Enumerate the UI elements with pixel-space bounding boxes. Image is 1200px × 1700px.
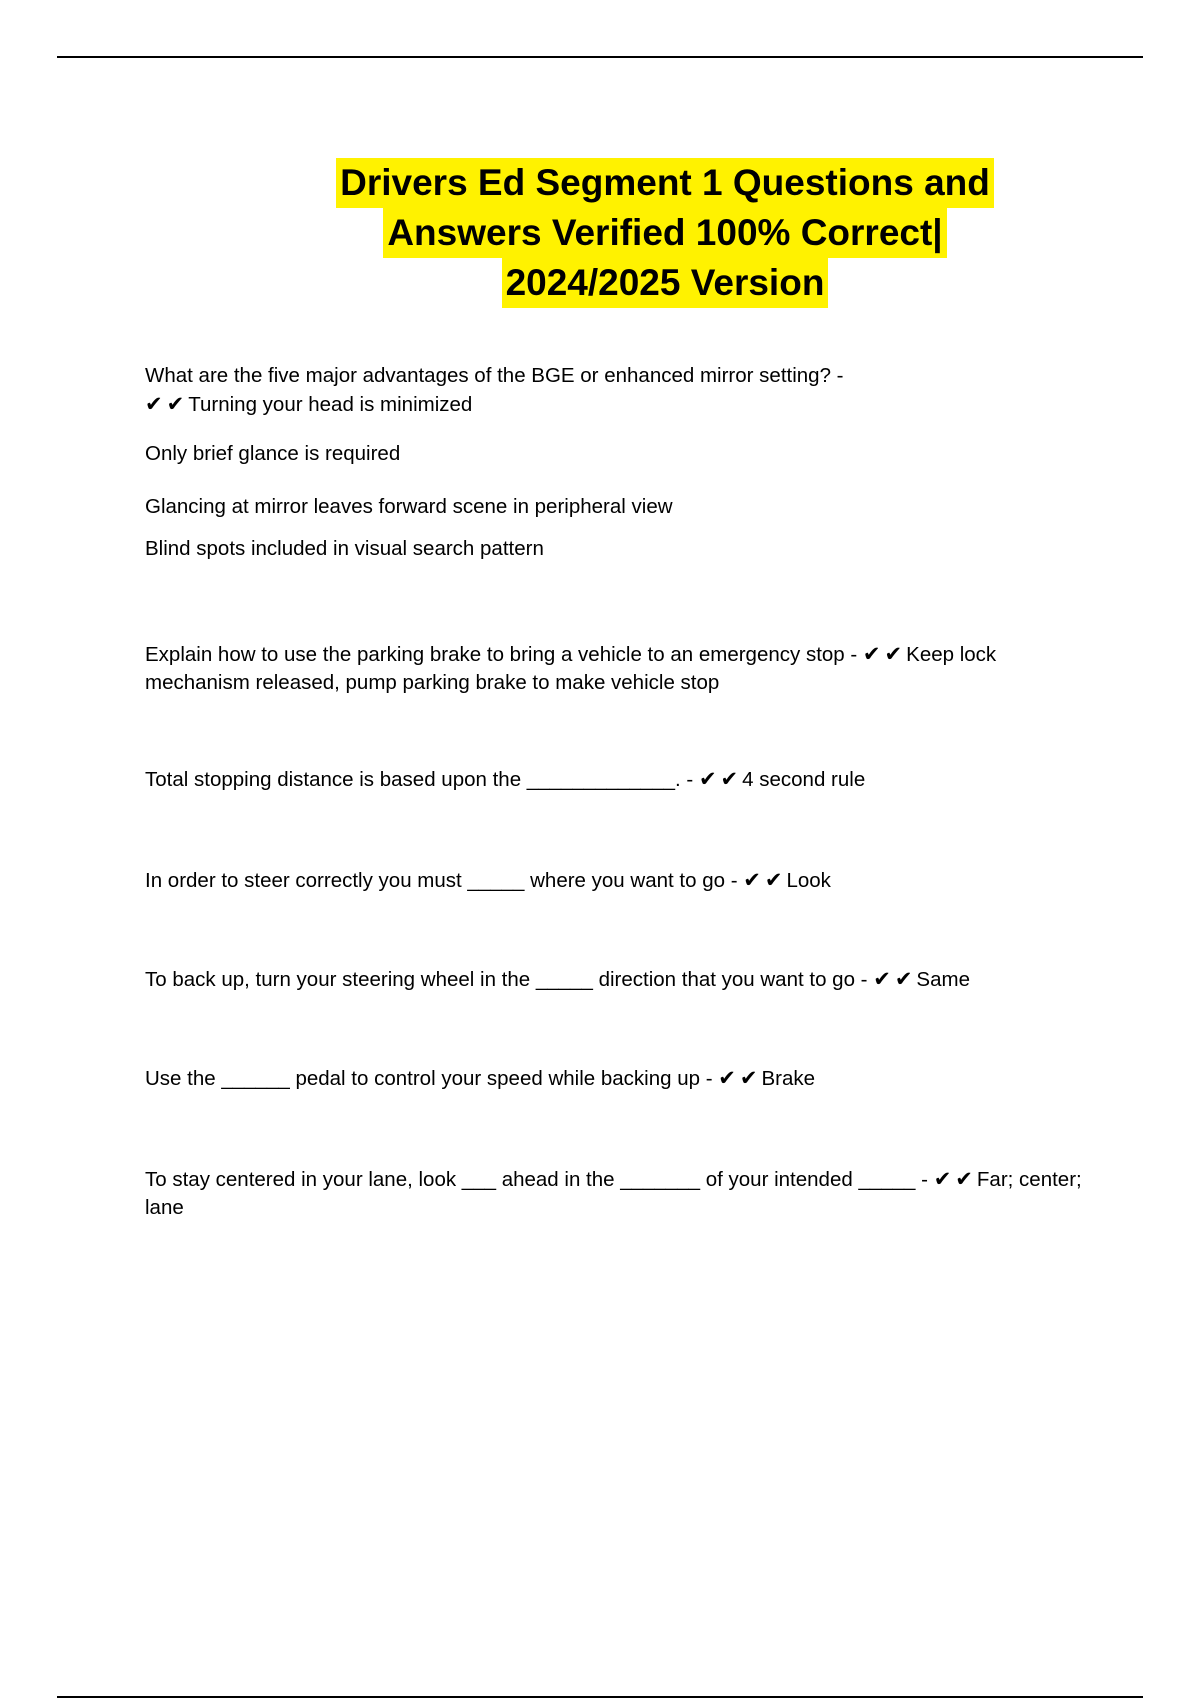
answer-text: Same — [916, 968, 970, 991]
answer-text: Keep lock mechanism released, pump parking brake to make vehicle stop — [145, 643, 997, 694]
question-text: To stay centered in your lane, look ___ ahead in the _______ of your intended _____ - — [145, 1168, 928, 1191]
top-rule — [57, 56, 1143, 58]
check-mark-icon: ✔ — [894, 967, 913, 991]
answer-text: Look — [786, 869, 831, 892]
question-text: What are the five major advantages of the BGE or enhanced mirror setting? - — [145, 364, 844, 387]
answer-text: 4 second rule — [742, 768, 866, 791]
qa-item — [145, 866, 1085, 895]
answer-continuation: Blind spots included in visual search pattern — [145, 537, 544, 560]
check-mark-icon: ✔ — [743, 868, 761, 892]
qa-item — [145, 362, 1085, 419]
check-mark-icon: ✔ — [862, 642, 881, 666]
check-mark-icon: ✔ — [955, 1167, 973, 1191]
check-mark-icon: ✔ — [873, 967, 891, 991]
check-mark-icon: ✔ — [720, 767, 739, 791]
title-line-2: Answers Verified 100% Correct| — [383, 208, 946, 258]
bottom-rule — [57, 1696, 1143, 1698]
qa-item — [145, 640, 1045, 697]
check-mark-icon: ✔ — [145, 392, 163, 416]
check-mark-icon: ✔ — [933, 1167, 952, 1191]
answer-text: Far; center; lane — [145, 1168, 1082, 1219]
qa-item — [145, 965, 1085, 994]
document-title — [300, 158, 1030, 308]
check-mark-icon: ✔ — [764, 868, 783, 892]
qa-item — [145, 765, 1085, 794]
qa-item — [145, 1064, 1085, 1093]
question-text: Explain how to use the parking brake to bring a vehicle to an emergency stop - — [145, 643, 858, 666]
question-text: Use the ______ pedal to control your speed while backing up - — [145, 1067, 713, 1090]
check-mark-icon: ✔ — [884, 642, 903, 666]
title-line-1: Drivers Ed Segment 1 Questions and — [336, 158, 994, 208]
answer-continuation: Glancing at mirror leaves forward scene in peripheral view — [145, 495, 673, 518]
check-mark-icon: ✔ — [166, 392, 185, 416]
answer-continuation: Only brief glance is required — [145, 442, 401, 465]
question-text: To back up, turn your steering wheel in the _____ direction that you want to go - — [145, 968, 868, 991]
answer-text: Turning your head is minimized — [188, 393, 473, 416]
check-mark-icon: ✔ — [718, 1066, 736, 1090]
question-text: Total stopping distance is based upon the _____________. - — [145, 768, 694, 791]
question-text: In order to steer correctly you must _____ where you want to go - — [145, 869, 738, 892]
qa-item — [145, 1165, 1090, 1222]
answer-text: Brake — [761, 1067, 816, 1090]
title-line-3: 2024/2025 Version — [502, 258, 829, 308]
check-mark-icon: ✔ — [739, 1066, 758, 1090]
check-mark-icon: ✔ — [698, 767, 717, 791]
